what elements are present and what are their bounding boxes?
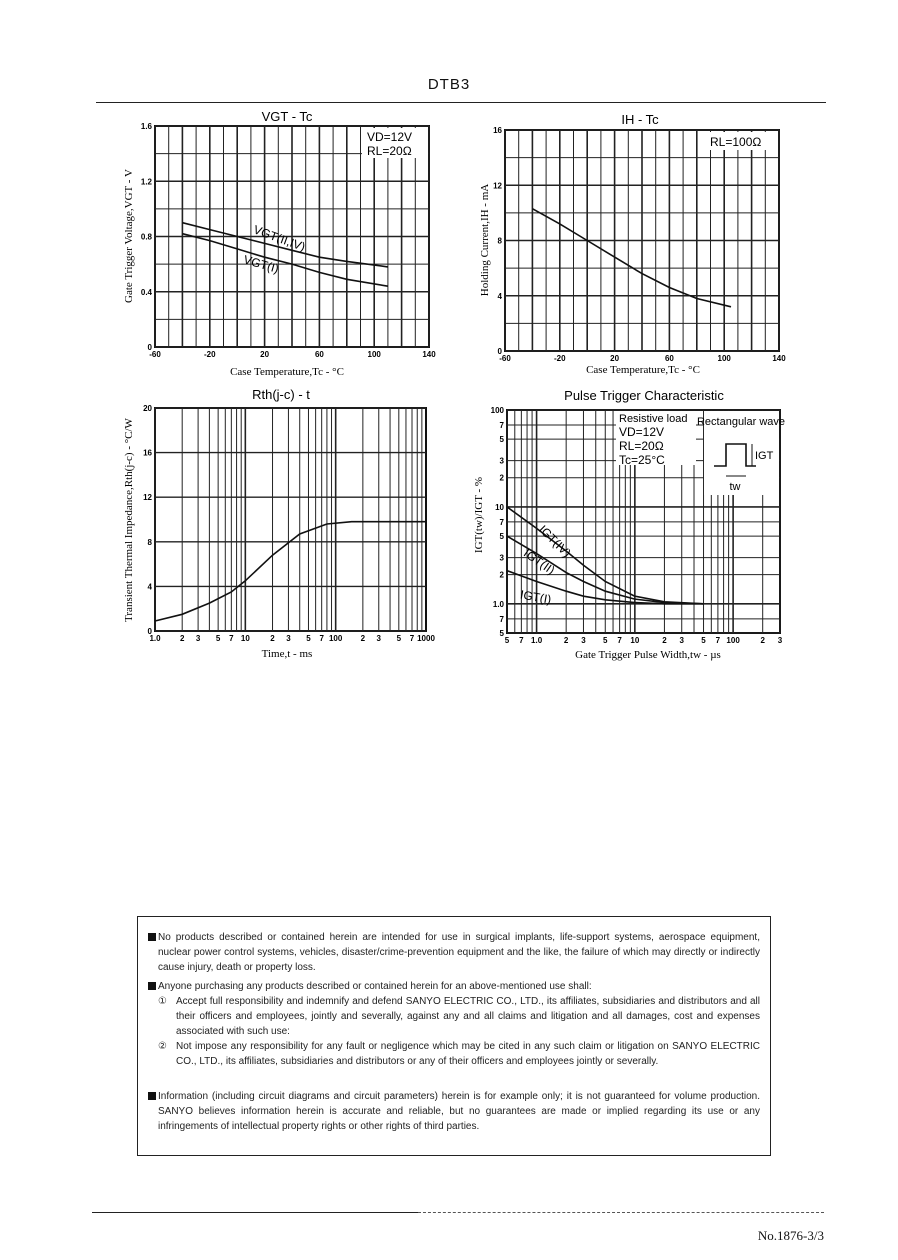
y-tick-label: 0.4 — [140, 287, 152, 297]
x-axis-label: Case Temperature,Tc - °C — [586, 364, 700, 376]
x-tick-label: 100 — [367, 350, 381, 359]
y-tick-label: 5 — [499, 435, 504, 445]
y-tick-label: 3 — [499, 553, 504, 563]
series-label: IGT(IV) — [535, 522, 574, 561]
notice-text-2: Anyone purchasing any products described or contained herein for an above-mentioned use shall: — [158, 981, 592, 992]
x-tick-label: 140 — [772, 354, 786, 363]
notice-text-3: Information (including circuit diagrams and circuit parameters) herein is for example only; it is not guaranteed for volume production. SANYO believes information herein is accurate and reliable, but no guarantees are made or implied regarding its use or any infringements of intellectual property rights or other rights of third parties. — [158, 1091, 760, 1132]
x-tick-label: 7 — [409, 634, 415, 643]
x-tick-label: 7 — [715, 636, 721, 645]
x-tick-label: -60 — [149, 350, 161, 359]
series-label: VGT(II,IV) — [251, 222, 308, 255]
y-tick-label: 12 — [493, 181, 502, 191]
y-tick-label: 20 — [143, 404, 152, 413]
x-tick-label: 2 — [563, 636, 569, 645]
y-tick-label: 1.6 — [140, 122, 152, 131]
x-tick-label: 140 — [422, 350, 436, 359]
y-tick-label: 3 — [499, 456, 504, 466]
bullet-square-icon — [148, 933, 156, 941]
y-tick-label: 4 — [497, 291, 502, 301]
y-tick-label: 10 — [495, 502, 504, 512]
x-tick-label: 7 — [519, 636, 524, 645]
x-tick-label: 3 — [581, 636, 586, 645]
footer-rule-dashed — [418, 1212, 824, 1213]
y-axis-label: IGT(tw)/IGT - % — [473, 476, 485, 554]
condition-text: Tc=25°C — [619, 453, 665, 467]
x-tick-label: 100 — [726, 636, 740, 645]
x-tick-label: 1.0 — [531, 636, 543, 645]
condition-text: RL=100Ω — [710, 135, 762, 149]
condition-text: RL=20Ω — [619, 439, 664, 453]
notice-item-2-text: Not impose any responsibility for any fault or negligence which may be cited in any such claim or litigation on SANYO ELECTRIC CO., LTD., its affiliates, subsidiaries and distributors or any of their officers and employees jointly or severally. — [176, 1041, 760, 1067]
y-tick-label: 4 — [147, 582, 152, 592]
notice-item-1-text: Accept full responsibility and indemnify and defend SANYO ELECTRIC CO., LTD., its affiliates, subsidiaries and distributors and all their officers and employees, jointly and severally, against any and all claims and litigation and all damages, cost and expenses associated with such use: — [176, 996, 760, 1037]
x-axis-label: Gate Trigger Pulse Width,tw - µs — [575, 649, 721, 661]
y-tick-label: 8 — [147, 537, 152, 547]
x-tick-label: 5 — [306, 634, 311, 643]
x-tick-label: 7 — [229, 634, 234, 643]
condition-text: VD=12V — [619, 425, 665, 439]
notice-paragraph-3 — [158, 1089, 760, 1134]
y-tick-label: 5 — [499, 629, 504, 638]
y-tick-label: 0 — [497, 347, 502, 356]
item-number-1: ① — [158, 996, 167, 1007]
x-tick-label: 3 — [195, 634, 201, 643]
chart-title: Rth(j-c) - t — [252, 387, 310, 402]
x-tick-label: 5 — [396, 634, 402, 643]
x-tick-label: 2 — [270, 634, 275, 643]
x-tick-label: 2 — [662, 636, 667, 645]
y-tick-label: 0.8 — [140, 232, 152, 242]
x-tick-label: 60 — [314, 350, 324, 359]
x-tick-label: 5 — [603, 636, 608, 645]
x-axis-label: Case Temperature,Tc - °C — [230, 366, 344, 378]
y-tick-label: 2 — [499, 473, 504, 483]
y-tick-label: 12 — [143, 493, 152, 503]
y-tick-label: 1.2 — [140, 177, 152, 187]
notice-box — [137, 916, 771, 1156]
x-tick-label: 5 — [504, 636, 510, 645]
condition-text: Resistive load — [619, 413, 688, 425]
condition-text: RL=20Ω — [367, 144, 412, 158]
chart-title: Pulse Trigger Characteristic — [564, 388, 724, 403]
y-tick-label: 100 — [490, 406, 504, 415]
y-tick-label: 2 — [499, 570, 504, 580]
y-tick-label: 7 — [499, 614, 504, 624]
y-tick-label: 7 — [499, 421, 504, 431]
y-tick-label: 8 — [497, 236, 502, 246]
part-number: DTB3 — [427, 76, 471, 93]
x-tick-label: -20 — [204, 350, 216, 359]
x-tick-label: 7 — [319, 634, 324, 643]
series-label: IGT(I) — [519, 587, 553, 607]
x-tick-label: 3 — [679, 636, 684, 645]
x-tick-label: 2 — [760, 636, 765, 645]
series-label: VGT(I) — [241, 252, 281, 276]
series-line — [532, 209, 731, 307]
inset-symbol: IGT — [755, 450, 774, 462]
x-tick-label: 5 — [701, 636, 706, 645]
y-tick-label: 7 — [499, 517, 504, 527]
notice-paragraph-2 — [158, 979, 760, 1069]
y-axis-label: Transient Thermal Impedance,Rth(j-c) - °C/W — [123, 418, 135, 622]
y-tick-label: 0 — [147, 343, 152, 352]
document-number: No.1876-3/3 — [757, 1228, 824, 1243]
x-tick-label: 20 — [260, 350, 270, 359]
inset-title: Rectangular wave — [696, 416, 786, 428]
y-tick-label: 5 — [499, 532, 504, 542]
inset-pulse-label: tw — [729, 481, 741, 493]
x-tick-label: 60 — [664, 354, 674, 363]
notice-item-1 — [158, 994, 760, 1039]
x-tick-label: -60 — [499, 354, 511, 363]
x-tick-label: 1000 — [417, 634, 435, 643]
y-axis-label: Holding Current,IH - mA — [479, 183, 491, 297]
x-tick-label: -20 — [554, 354, 566, 363]
x-tick-label: 10 — [630, 636, 640, 645]
bullet-square-icon — [148, 1092, 156, 1100]
item-number-2: ② — [158, 1041, 167, 1052]
notice-text-1: No products described or contained herein are intended for use in surgical implants, life-support systems, aerospace equipment, nuclear power control systems, vehicles, disaster/crime-prevention equipment and the like, the failure of which may directly or indirectly cause injury, death or property loss. — [158, 932, 760, 973]
footer-rule — [92, 1212, 418, 1213]
x-tick-label: 10 — [240, 634, 250, 643]
x-tick-label: 20 — [610, 354, 620, 363]
x-axis-label: Time,t - ms — [261, 648, 313, 660]
series-label: IGT(II) — [521, 546, 558, 578]
y-tick-label: 0 — [147, 627, 152, 636]
chart-title: VGT - Tc — [261, 109, 313, 124]
x-tick-label: 5 — [215, 634, 221, 643]
x-tick-label: 2 — [360, 634, 366, 643]
x-tick-label: 1.0 — [149, 634, 161, 643]
x-tick-label: 3 — [286, 634, 291, 643]
x-tick-label: 3 — [376, 634, 381, 643]
y-tick-label: 16 — [493, 126, 502, 135]
y-axis-label: Gate Trigger Voltage,VGT - V — [123, 169, 135, 303]
notice-paragraph-1 — [158, 930, 760, 975]
x-tick-label: 100 — [717, 354, 731, 363]
y-tick-label: 1.0 — [492, 599, 504, 609]
y-tick-label: 16 — [143, 448, 152, 458]
notice-item-2 — [158, 1039, 760, 1069]
series-line — [155, 522, 426, 621]
plot-frame — [155, 408, 426, 631]
x-tick-label: 2 — [179, 634, 185, 643]
bullet-square-icon — [148, 982, 156, 990]
x-tick-label: 3 — [777, 636, 783, 645]
x-tick-label: 7 — [617, 636, 622, 645]
chart-title: IH - Tc — [621, 112, 659, 127]
condition-text: VD=12V — [367, 130, 413, 144]
x-tick-label: 100 — [328, 634, 343, 643]
